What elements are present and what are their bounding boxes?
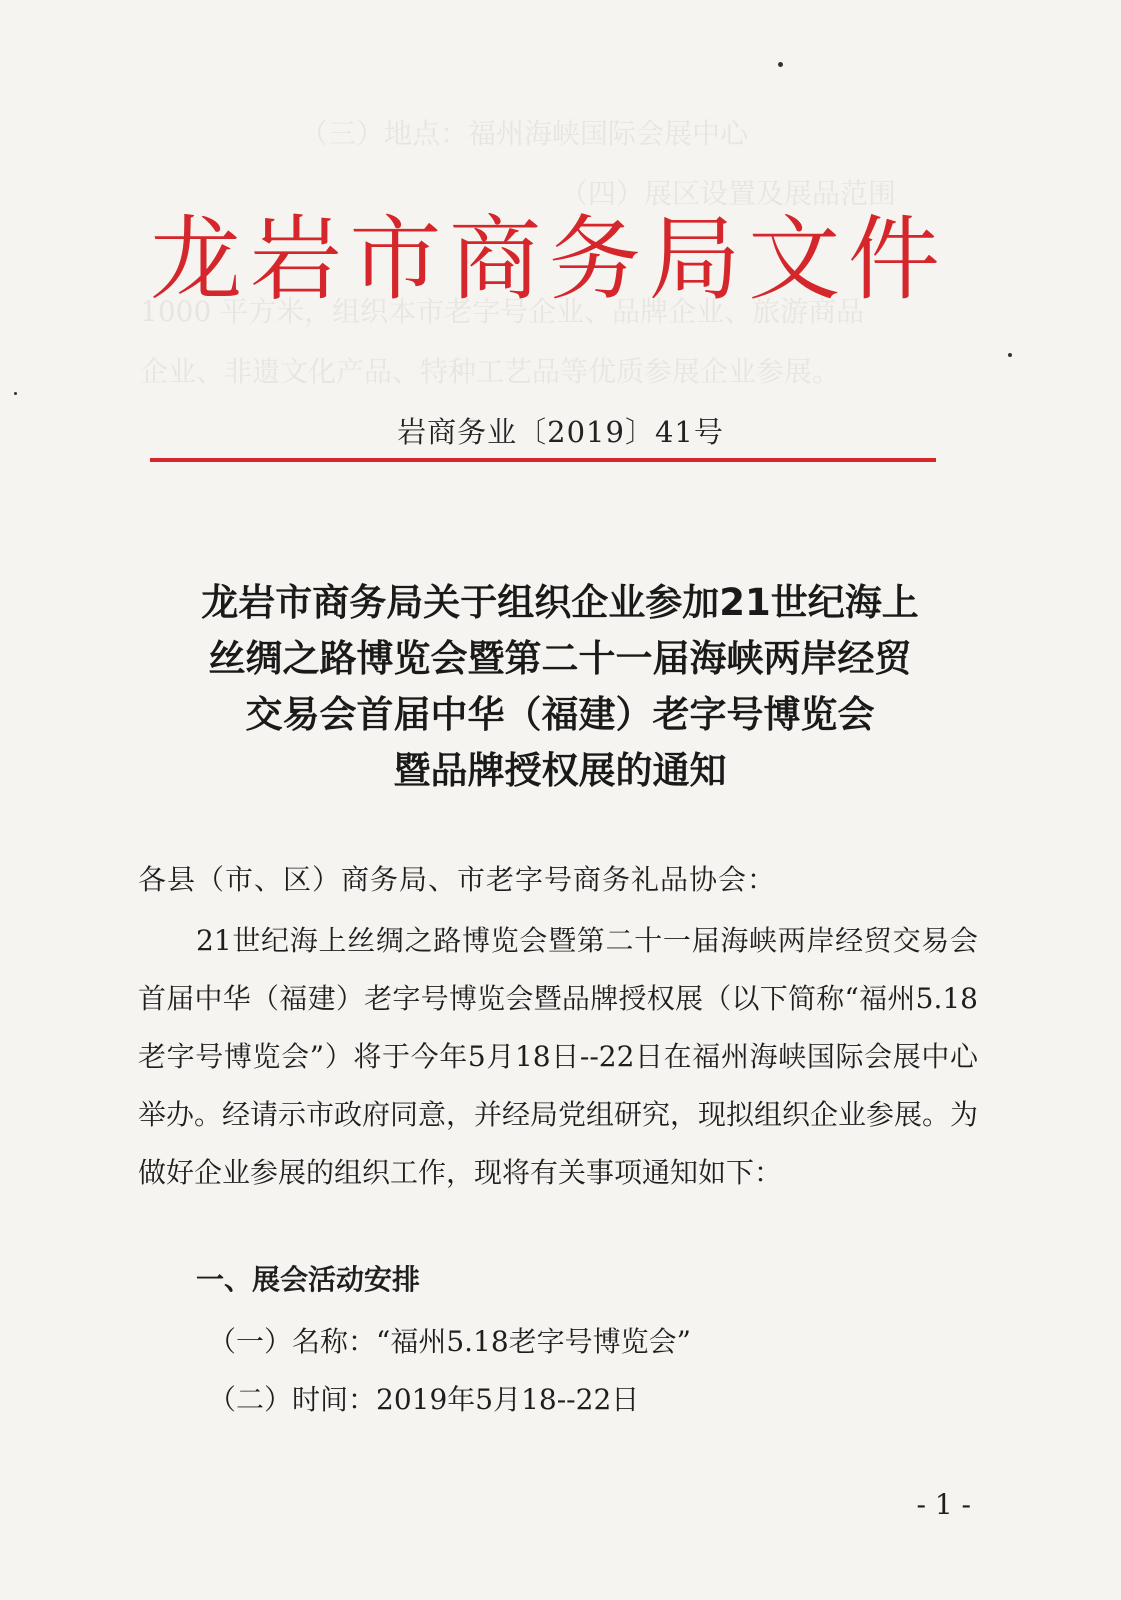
scan-speck bbox=[778, 62, 783, 67]
title-char: 件 bbox=[847, 206, 940, 313]
title-char: 岩 bbox=[249, 206, 342, 313]
scan-speck bbox=[1008, 353, 1012, 357]
title-char: 龙 bbox=[150, 206, 243, 313]
title-char: 务 bbox=[548, 206, 641, 313]
bleed-through-text: （四）展区设置及展品范围 bbox=[560, 177, 897, 210]
title-char: 局 bbox=[648, 206, 741, 313]
title-char: 市 bbox=[349, 206, 442, 313]
title-char: 商 bbox=[449, 206, 542, 313]
document-number: 岩商务业〔2019〕41号 bbox=[397, 415, 724, 449]
list-item-name: （一）名称：“福州5.18老字号博览会” bbox=[208, 1325, 691, 1358]
agency-document-title bbox=[150, 200, 940, 320]
red-divider-line bbox=[150, 458, 936, 462]
scan-speck bbox=[14, 392, 17, 395]
bleed-through-text: （三）地点：福州海峡国际会展中心 bbox=[300, 117, 749, 150]
page-number: - 1 - bbox=[916, 1488, 971, 1521]
list-item-time: （二）时间：2019年5月18--22日 bbox=[208, 1383, 640, 1416]
notice-title-line: 丝绸之路博览会暨第二十一届海峡两岸经贸 bbox=[208, 637, 912, 680]
notice-title-line: 暨品牌授权展的通知 bbox=[393, 749, 727, 792]
notice-title-line: 交易会首届中华（福建）老字号博览会 bbox=[245, 693, 875, 736]
bleed-through-text: 企业、非遗文化产品、特种工艺品等优质参展企业参展。 bbox=[140, 355, 841, 388]
bleed-through-text: 1000 平方米，组织本市老字号企业、品牌企业、旅游商品 bbox=[140, 295, 865, 328]
title-char: 文 bbox=[748, 206, 841, 313]
body-paragraph: 21世纪海上丝绸之路博览会暨第二十一届海峡两岸经贸交易会首届中华（福建）老字号博览会暨品牌授权展（以下简称“福州5.18老字号博览会”）将于今年5月18日--22日在福州海峡国际会展中心举办。经请示市政府同意，并经局党组研究，现拟组织企业参展。为做好企业参展的组织工作，现将有关事项通知如下： bbox=[138, 924, 979, 1189]
notice-title bbox=[120, 575, 1000, 799]
section-heading: 一、展会活动安排 bbox=[196, 1263, 421, 1296]
notice-title-line: 龙岩市商务局关于组织企业参加21世纪海上 bbox=[201, 581, 919, 624]
addressee: 各县（市、区）商务局、市老字号商务礼品协会： bbox=[138, 863, 777, 896]
